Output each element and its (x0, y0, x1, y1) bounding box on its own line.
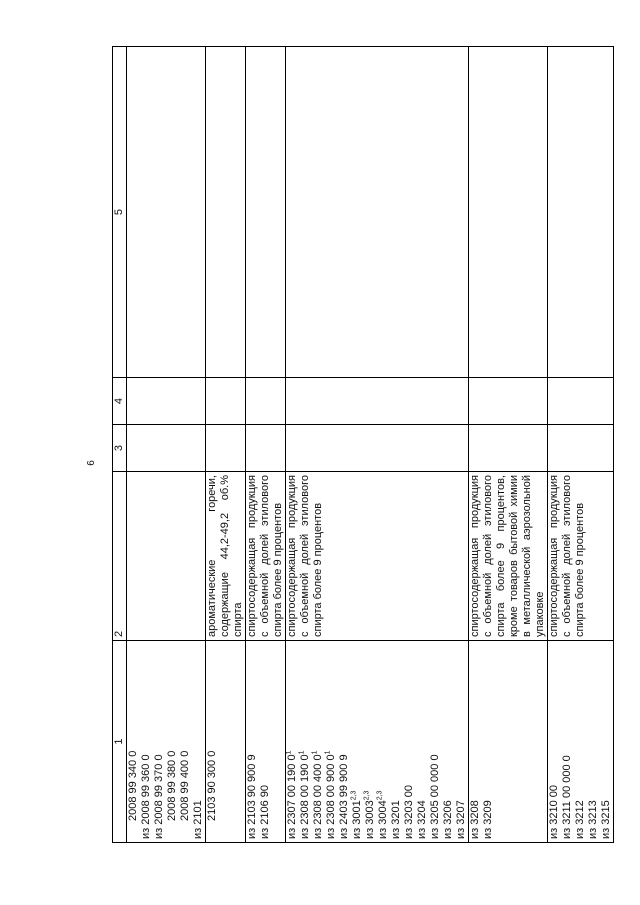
description-text: спиртосодержащая продукция с объемной долей этилового спирта более 9 процентов, кроме товаров бытовой химии в металлической аэрозольной упаковке (469, 475, 546, 637)
empty-cell-col-3 (548, 425, 614, 472)
code-text: из 2008 99 370 0 (153, 754, 165, 839)
code-line (403, 644, 416, 839)
code-text: из 3004 (377, 800, 389, 839)
code-line (390, 644, 403, 839)
empty-cell-col-5 (548, 47, 614, 378)
code-line (587, 644, 600, 839)
code-line (206, 644, 219, 839)
footnote-marker: 1 (324, 750, 332, 755)
footnote-marker: 2,3 (363, 790, 371, 801)
code-line (299, 644, 312, 839)
column-header-5: 5 (113, 47, 127, 378)
empty-cell-col-3 (286, 425, 469, 472)
code-line (442, 644, 455, 839)
code-text: из 2106 90 (259, 784, 271, 839)
code-cell (246, 641, 286, 843)
code-text: из 3205 00 000 0 (429, 754, 441, 839)
code-text: из 3210 00 (548, 784, 560, 839)
footnote-marker: 1 (298, 750, 306, 755)
table-row (246, 47, 286, 843)
code-text: из 2308 00 900 0 (325, 754, 337, 839)
code-line (246, 644, 259, 839)
code-cell (286, 641, 469, 843)
code-line (574, 644, 587, 839)
table-row (548, 47, 614, 843)
description-cell (127, 472, 206, 641)
code-text: из 3208 (469, 800, 481, 839)
goods-table (112, 46, 614, 843)
code-text: из 3204 (416, 800, 428, 839)
empty-cell-col-3 (206, 425, 246, 472)
empty-cell-col-5 (206, 47, 246, 378)
footnote-marker: 1 (285, 750, 293, 755)
code-line (364, 644, 377, 839)
code-line (192, 644, 205, 839)
code-cell (127, 641, 206, 843)
code-line (455, 644, 468, 839)
code-line (127, 644, 140, 839)
description-text: спиртосодержащая продукция с объемной долей этилового спирта более 9 процентов (286, 475, 324, 637)
code-line (416, 644, 429, 839)
table-row (286, 47, 469, 843)
empty-cell-col-3 (469, 425, 548, 472)
code-line (351, 644, 364, 839)
empty-cell-col-3 (127, 425, 206, 472)
code-cell (206, 641, 246, 843)
code-line (338, 644, 351, 839)
code-line (600, 644, 613, 839)
column-header-4: 4 (113, 378, 127, 425)
code-cell (469, 641, 548, 843)
description-cell (206, 472, 246, 641)
code-text: из 3207 (455, 800, 467, 839)
code-line (429, 644, 442, 839)
empty-cell-col-4 (206, 378, 246, 425)
code-text: из 3003 (364, 800, 376, 839)
column-header-3: 3 (113, 425, 127, 472)
empty-cell-col-5 (469, 47, 548, 378)
empty-cell-col-4 (286, 378, 469, 425)
empty-cell-col-4 (469, 378, 548, 425)
code-line (259, 644, 272, 839)
code-text: из 2008 99 360 0 (140, 754, 152, 839)
empty-cell-col-5 (286, 47, 469, 378)
description-text: спиртосодержащая продукция с объемной долей этилового спирта более 9 процентов (246, 475, 284, 637)
code-text: из 2308 00 400 0 (312, 754, 324, 839)
description-cell (246, 472, 286, 641)
code-line (561, 644, 574, 839)
code-line (140, 644, 153, 839)
code-line (325, 644, 338, 839)
code-text: из 3212 (574, 800, 586, 839)
code-line (312, 644, 325, 839)
table-row (127, 47, 206, 843)
empty-cell-col-4 (246, 378, 286, 425)
column-header-1: 1 (113, 641, 127, 843)
code-text: из 2308 00 190 0 (299, 754, 311, 839)
footnote-marker: 2,3 (350, 790, 358, 801)
code-line (153, 644, 166, 839)
code-line (482, 644, 495, 839)
footnote-marker: 2,3 (376, 790, 384, 801)
code-text: из 3206 (442, 800, 454, 839)
code-text: из 3211 00 000 0 (561, 755, 573, 839)
footnote-marker: 1 (311, 750, 319, 755)
column-header-2: 2 (113, 472, 127, 641)
code-text: из 2307 00 190 0 (286, 754, 298, 839)
code-text: из 3203 00 (403, 784, 415, 839)
table-body (127, 47, 614, 843)
header-row (113, 47, 127, 843)
description-text: ароматические горечи, содержащие 44,2-49,2 об.% спирта (206, 475, 244, 637)
empty-cell-col-4 (127, 378, 206, 425)
code-text: 2103 90 300 0 (206, 750, 218, 821)
rotated-table-container (112, 46, 612, 843)
code-text: 2008 99 400 0 (179, 750, 191, 821)
code-text: из 2101 (192, 800, 204, 839)
code-text: из 3215 (600, 800, 612, 839)
code-text: из 3201 (390, 800, 402, 839)
code-line (179, 644, 192, 839)
empty-cell-col-5 (127, 47, 206, 378)
table-row (469, 47, 548, 843)
empty-cell-col-5 (246, 47, 286, 378)
code-line (286, 644, 299, 839)
description-text: спиртосодержащая продукция с объемной долей этилового спирта более 9 процентов (548, 475, 586, 637)
page-number: 6 (86, 460, 97, 466)
code-line (548, 644, 561, 839)
code-cell (548, 641, 614, 843)
code-line (469, 644, 482, 839)
empty-cell-col-3 (246, 425, 286, 472)
table-row (206, 47, 246, 843)
code-text: из 2103 90 900 9 (246, 754, 258, 839)
code-text: 2008 99 380 0 (166, 750, 178, 821)
description-cell (548, 472, 614, 641)
code-line (377, 644, 390, 839)
code-line (166, 644, 179, 839)
code-text: из 3209 (482, 800, 494, 839)
empty-cell-col-4 (548, 378, 614, 425)
code-text: из 3213 (587, 800, 599, 839)
code-text: 2008 99 340 0 (127, 750, 139, 821)
code-text: из 2403 99 900 9 (338, 754, 350, 839)
code-text: из 3001 (351, 800, 363, 839)
description-cell (286, 472, 469, 641)
description-cell (469, 472, 548, 641)
